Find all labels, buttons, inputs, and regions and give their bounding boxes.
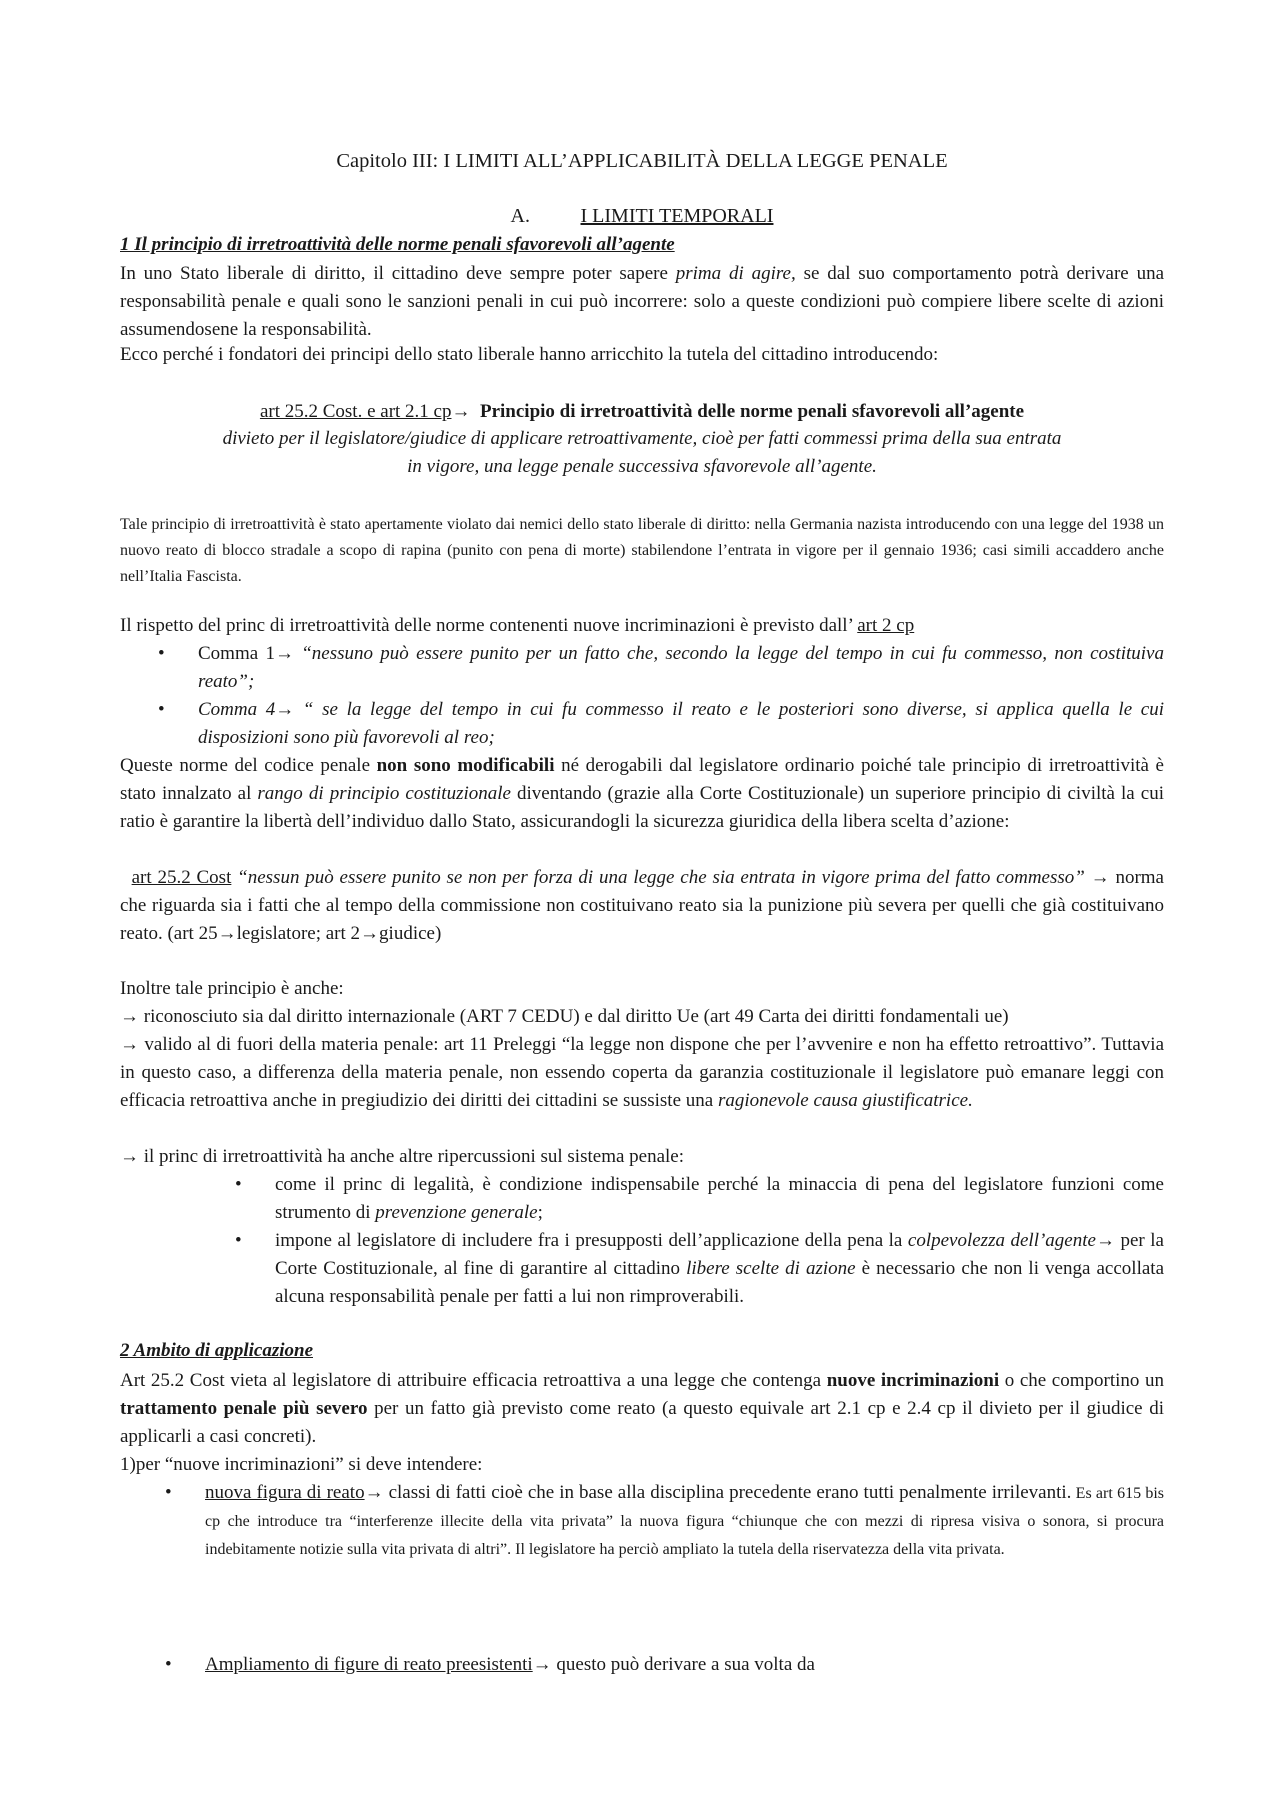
b6-text: → questo può derivare a sua volta da [532, 1654, 815, 1675]
paragraph-10 [120, 1367, 1164, 1451]
chapter-title: Capitolo III: I LIMITI ALL’APPLICABILITÀ DELLA LEGGE PENALE [336, 150, 948, 172]
p5-ref: art 25.2 Cost [131, 867, 232, 888]
principle-box [120, 398, 1164, 481]
p4-text-d: diventando (grazie alla Corte Costituzionale) un superiore principio di civiltà la cui ratio è garantire la libertà dell’individuo dallo Stato, assicurandogli la sicurezza giuridica della libera scelta d’azione: [120, 783, 1164, 832]
paragraph-5 [120, 864, 1164, 948]
p4-text-c: né derogabili dal legislatore ordinario poiché tale principio di irretroattività è stato innalzato al [120, 755, 1164, 804]
p3-ref: art 2 cp [857, 615, 915, 636]
paragraph-1 [120, 260, 1164, 344]
p4-emphasis: rango di principio costituzionale [257, 783, 511, 804]
section-a-heading [120, 205, 1164, 228]
list-item [120, 1227, 1164, 1311]
bullet-icon: • [158, 643, 165, 664]
paragraph-6: Inoltre tale principio è anche: [120, 978, 344, 999]
b4-text-c: è necessario che non li venga accollata alcuna responsabilità penale per fatti a lui non rimproverabili. [275, 1258, 1164, 1307]
heading-2-text: 2 Ambito di applicazione [120, 1340, 313, 1361]
principle-ref: art 25.2 Cost. e art 2.1 cp [259, 401, 452, 422]
p4-bold: non sono modificabili [376, 755, 555, 776]
incrimination-list-2 [120, 1651, 1164, 1679]
historical-note: Tale principio di irretroattività è stato apertamente violato dai nemici dello stato liberale di diritto: nella Germania nazista introducendo con una legge del 1938 un nuovo reato di blocco stradale a scopo di rapina (punito con pena di morte) stabilendone l’entrata in vigore per il gennaio 1936; casi simili accaddero anche nell’Italia Fascista. [120, 516, 1164, 585]
b3-emphasis: prevenzione generale [375, 1202, 538, 1223]
p10-text-a: Art 25.2 Cost vieta al legislatore di attribuire efficacia retroattiva a una legge che contenga [120, 1370, 827, 1391]
b5-example: Es art 615 bis cp che introduce tra “interferenze illecite della vita privata” la nuova figura “chiunque che con mezzi di ripresa visiva o sonora, si procura indebitamente notizie sulla vita privata di altri”. Il legislatore ha perciò ampliato la tutela della riservatezza della vita privata. [205, 1485, 1164, 1558]
b4-text-a: impone al legislatore di includere fra i presupposti dell’applicazione della pena la [275, 1230, 908, 1251]
principle-line-1 [120, 398, 1164, 426]
list-item [120, 1171, 1164, 1227]
principle-name: Principio di irretroattività delle norme penali sfavorevoli all’agente [479, 401, 1025, 422]
p8-emphasis: ragionevole causa giustificatrice. [717, 1090, 973, 1111]
list-item [120, 640, 1164, 696]
heading-1 [120, 234, 1164, 256]
b3-text: come il princ di legalità, è condizione indispensabile perché la minaccia di pena del legislatore funzioni come strumento di [275, 1174, 1164, 1223]
p10-bold-1: nuove incriminazioni [826, 1370, 1000, 1391]
b4-emphasis-2: libere scelte di azione [686, 1258, 856, 1279]
paragraph-2: Ecco perché i fondatori dei principi dello stato liberale hanno arricchito la tutela del cittadino introducendo: [120, 344, 939, 365]
principle-definition-1: divieto per il legislatore/giudice di applicare retroattivamente, cioè per fatti commessi prima della sua entrata [222, 428, 1062, 449]
b4-emphasis-1: colpevolezza dell’agente [907, 1230, 1096, 1251]
p1-text-b: se dal suo comportamento potrà derivare una responsabilità penale e quali sono le sanzioni penali in cui può incorrere: solo a queste condizioni può compiere libere scelte di azioni assumendosene la responsabilità. [120, 263, 1165, 340]
paragraph-3 [120, 612, 1164, 640]
heading-1-text: 1 Il principio di irretroattività delle norme penali sfavorevoli all’agente [120, 234, 675, 255]
section-a-title: I LIMITI TEMPORALI [580, 205, 774, 227]
p5-quote: “nessun può essere punito se non per forza di una legge che sia entrata in vigore prima del fatto commesso” [231, 867, 1085, 888]
p5-text: → norma che riguarda sia i fatti che al tempo della commissione non costituivano reato sia la punizione più severa per quelli che già costituivano reato. (art 25→legislatore; art 2→giudice) [120, 867, 1164, 944]
comma-1-text: “nessuno può essere punito per un fatto che, secondo la legge del tempo in cui fu commesso, non costituiva reato”; [198, 643, 1164, 692]
comma-1-label: Comma 1→ [198, 643, 302, 664]
p1-text-a: In uno Stato liberale di diritto, il cittadino deve sempre poter sapere [120, 263, 676, 284]
p10-text-e: per un fatto già previsto come reato (a questo equivale art 2.1 cp e 2.4 cp il divieto per il giudice di applicarli a casi concreti). [120, 1398, 1164, 1447]
section-a-letter: A. [510, 205, 530, 227]
bullet-icon: • [165, 1482, 172, 1503]
p1-emphasis: prima di agire, [675, 263, 796, 284]
p10-text-c: o che comportino un [999, 1370, 1165, 1391]
bullet-icon: • [165, 1654, 172, 1675]
p4-text-a: Queste norme del codice penale [120, 755, 377, 776]
repercussions-list [120, 1171, 1164, 1311]
comma-list [120, 640, 1164, 752]
comma-4-label: Comma 4→ [198, 699, 303, 720]
list-item [120, 1479, 1164, 1563]
heading-2 [120, 1340, 1164, 1362]
p3-text: Il rispetto del princ di irretroattività delle norme contenenti nuove incriminazioni è previsto dall’ [120, 615, 858, 636]
principle-line-3 [120, 453, 1164, 481]
principle-arrow: → [451, 401, 471, 422]
incrimination-list [120, 1479, 1164, 1563]
b5-text: → classi di fatti cioè che in base alla disciplina precedente erano tutti penalmente irrilevanti. [364, 1482, 1072, 1503]
b6-ref: Ampliamento di figure di reato preesistenti [205, 1654, 533, 1675]
comma-4-text: “ se la legge del tempo in cui fu commesso il reato e le posteriori sono diverse, si applica quella le cui disposizioni sono più favorevoli al reo; [198, 699, 1164, 748]
paragraph-4 [120, 752, 1164, 836]
list-item [120, 1651, 1164, 1679]
bullet-icon: • [235, 1174, 242, 1195]
bullet-icon: • [158, 699, 165, 720]
paragraph-8 [120, 1031, 1164, 1115]
bullet-icon: • [235, 1230, 242, 1251]
b5-ref: nuova figura di reato [205, 1482, 365, 1503]
principle-definition-2: in vigore, una legge penale successiva sfavorevole all’agente. [407, 456, 877, 477]
p8-text: → valido al di fuori della materia penale: art 11 Preleggi “la legge non dispone che per l’avvenire e non ha effetto retroattivo”. Tuttavia in questo caso, a differenza della materia penale, non essendo coperta da garanzia costituzionale il legislatore può emanare leggi con efficacia retroattiva anche in pregiudizio dei diritti dei cittadini se sussiste una [120, 1034, 1164, 1111]
p10-bold-2: trattamento penale più severo [120, 1398, 368, 1419]
b3-end: ; [537, 1202, 543, 1223]
paragraph-11: 1)per “nuove incriminazioni” si deve intendere: [120, 1454, 483, 1475]
paragraph-7: → riconosciuto sia dal diritto internazionale (ART 7 CEDU) e dal diritto Ue (art 49 Carta dei diritti fondamentali ue) [120, 1006, 1009, 1027]
principle-line-2 [120, 425, 1164, 453]
paragraph-9: → il princ di irretroattività ha anche altre ripercussioni sul sistema penale: [120, 1146, 685, 1167]
b4-text-b: → per la Corte Costituzionale, al fine di garantire al cittadino [275, 1230, 1164, 1279]
list-item [120, 696, 1164, 752]
